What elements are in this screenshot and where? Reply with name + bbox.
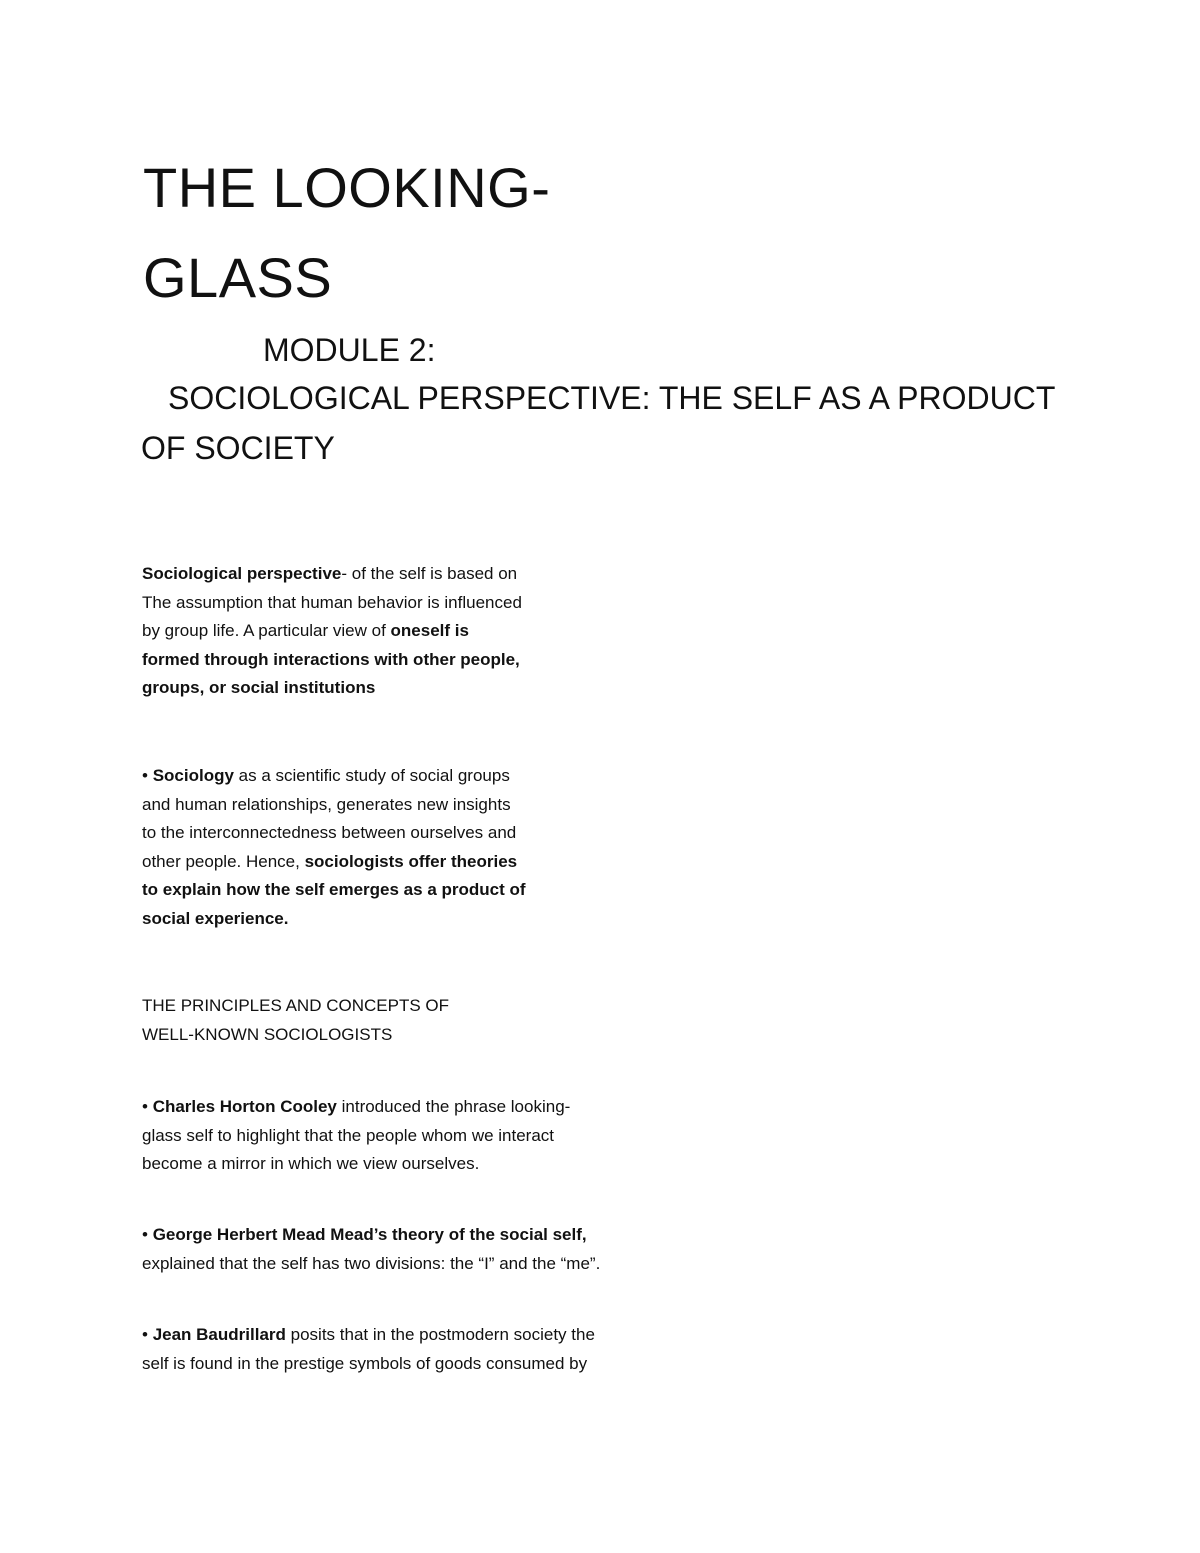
bullet-icon: • [142,766,153,785]
bold-run: oneself is [390,621,469,640]
sociological-perspective-paragraph [142,560,742,703]
bold-run: formed through interactions with other people, [142,649,520,669]
bullet-icon: • [142,1097,153,1116]
paragraph-line: to the interconnectedness between ourselves and [142,823,517,842]
term-sociological-perspective: Sociological perspective [142,564,342,583]
name-mead: George Herbert Mead Mead’s theory of the social self, [152,1225,587,1244]
title-line-1: THE LOOKING- [143,156,551,219]
paragraph-line: self is found in the prestige symbols of goods consumed by [142,1353,588,1373]
paragraph-line [142,560,742,589]
module-heading: MODULE 2: [263,332,436,368]
paragraph-line [142,876,742,905]
name-baudrillard: Jean Baudrillard [152,1325,286,1344]
text-run: as a scientific study of social groups [233,766,510,785]
paragraph-line [142,674,742,703]
sociology-paragraph [142,762,742,933]
principles-heading [142,992,742,1049]
paragraph-line [142,1093,742,1122]
subtitle-line-1: SOCIOLOGICAL PERSPECTIVE: THE SELF AS A PRODUCT [168,380,1056,416]
bullet-icon: • [142,1225,153,1244]
paragraph-line [142,1221,742,1250]
text-run: - of the self is based on [341,564,518,583]
title-line-2: GLASS [143,246,333,309]
bold-run: to explain how the self emerges as a product of [142,880,526,899]
term-sociology: Sociology [152,766,234,785]
bold-run: groups, or social institutions [142,678,376,697]
paragraph-line [142,762,742,791]
text-run: other people. Hence, [142,851,305,871]
paragraph-line [142,1321,742,1350]
mead-list-item [142,1221,742,1278]
bold-run: sociologists offer theories [304,851,518,871]
text-run: introduced the phrase looking- [336,1097,571,1116]
paragraph-line [142,617,742,646]
bullet-icon: • [142,1325,153,1344]
baudrillard-list-item [142,1321,742,1378]
paragraph-line [142,905,742,934]
bold-run: social experience. [142,908,289,928]
subtitle-line-2: OF SOCIETY [141,430,335,466]
paragraph-line: The assumption that human behavior is influenced [142,592,522,612]
heading-line: WELL-KNOWN SOCIOLOGISTS [142,1024,393,1044]
paragraph-line: become a mirror in which we view ourselves. [142,1154,480,1173]
paragraph-line: and human relationships, generates new insights [142,794,511,814]
paragraph-line: explained that the self has two divisions: the “I” and the “me”. [142,1253,601,1273]
heading-line: THE PRINCIPLES AND CONCEPTS OF [142,996,449,1015]
name-cooley: Charles Horton Cooley [152,1097,337,1116]
paragraph-line [142,848,742,877]
paragraph-line [142,646,742,675]
paragraph-line: glass self to highlight that the people whom we interact [142,1125,555,1145]
text-run: posits that in the postmodern society the [285,1325,595,1344]
text-run: by group life. A particular view of [142,621,391,640]
cooley-list-item [142,1093,742,1179]
